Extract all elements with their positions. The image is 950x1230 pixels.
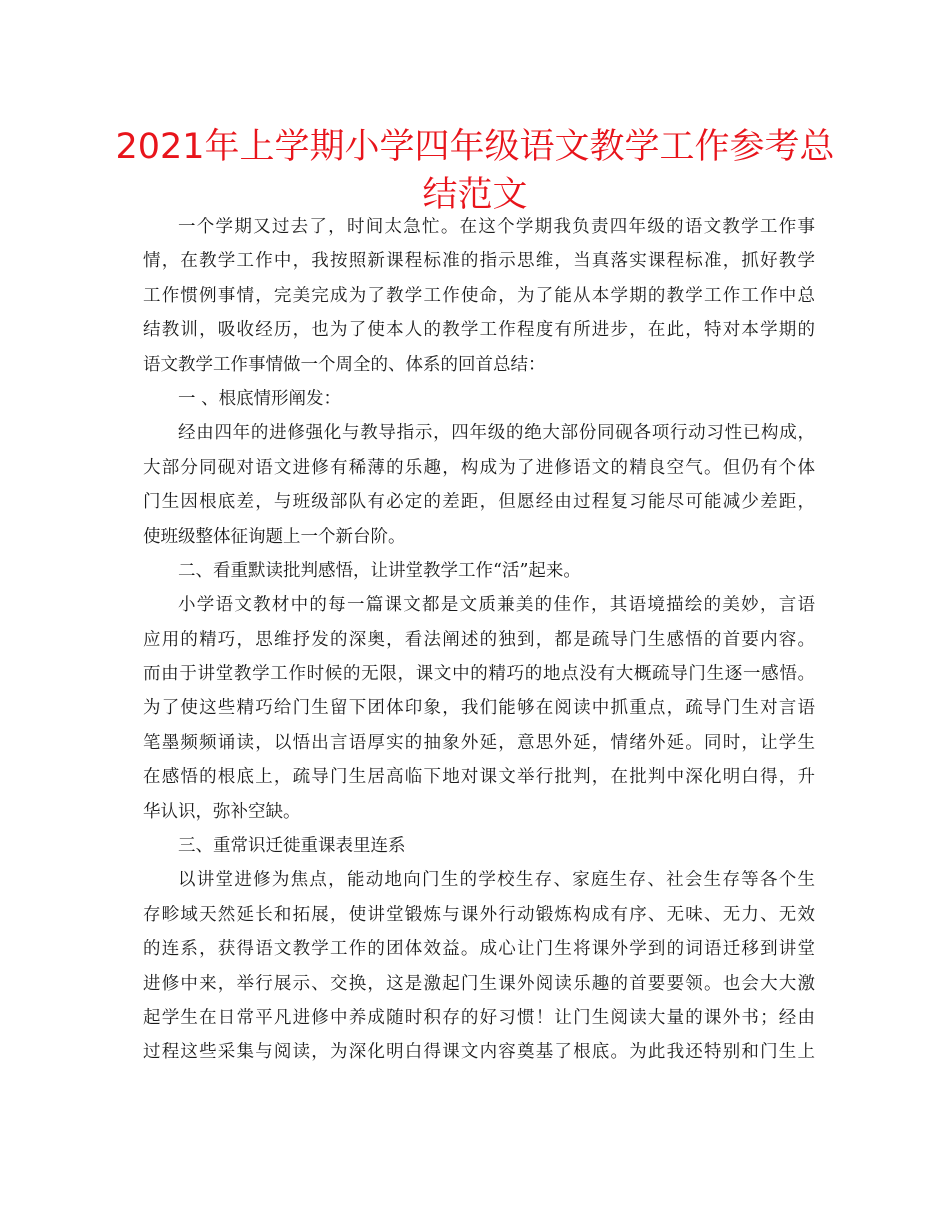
body-line: 情，在教学工作中，我按照新课程标准的指示思维，当真落实课程标准，抓好教学 [143,251,815,272]
body-line: 经由四年的进修强化与教导指示，四年级的绝大部份同砚各项行动习性已构成， [178,423,815,444]
body-line: 过程这些采集与阅读，为深化明白得课文内容奠基了根底。为此我还特别和门生上 [143,1042,815,1063]
body-line: 而由于讲堂教学工作时候的无限，课文中的精巧的地点没有大概疏导门生逐一感悟。 [143,664,815,685]
section-heading-1: 一 、根底情形阐发： [178,388,342,409]
body-line: 语文教学工作事情做一个周全的、体系的回首总结： [143,354,546,375]
section-heading-3: 三、重常识迁徙重课表里连系 [178,836,406,857]
body-line: 进修中来，举行展示、交换，这是激起门生课外阅读乐趣的首要要领。也会大大激 [143,973,815,994]
body-line: 为了使这些精巧给门生留下团体印象，我们能够在阅读中抓重点，疏导门生对言语 [143,698,815,719]
body-line: 存畛域天然延长和拓展，使讲堂锻炼与课外行动锻炼构成有序、无味、无力、无效 [143,904,815,925]
body-line: 小学语文教材中的每一篇课文都是文质兼美的佳作，其语境描绘的美妙，言语 [178,595,815,616]
body-line: 以讲堂进修为焦点，能动地向门生的学校生存、家庭生存、社会生存等各个生 [178,870,815,891]
document-title-line-1: 2021年上学期小学四年级语文教学工作参考总 [115,127,835,167]
body-line: 使班级整体征询题上一个新台阶。 [143,526,406,547]
document-title-line-2: 结范文 [422,175,528,215]
body-line: 结教训，吸收经历，也为了使本人的教学工作程度有所进步，在此，特对本学期的 [143,320,815,341]
document-body [143,210,815,1070]
body-line: 应用的精巧，思维抒发的深奥，看法阐述的独到，都是疏导门生感悟的首要内容。 [143,629,815,650]
section-heading-2: 二、看重默读批判感悟，让讲堂教学工作“活”起来。 [178,560,581,581]
body-line: 大部分同砚对语文进修有稀薄的乐趣，构成为了进修语文的精良空气。但仍有个体 [143,457,815,478]
body-line: 工作惯例事情，完美完成为了教学工作使命，为了能从本学期的教学工作工作中总 [143,285,815,306]
body-line: 起学生在日常平凡进修中养成随时积存的好习惯！让门生阅读大量的课外书；经由 [143,1007,815,1028]
body-line: 在感悟的根底上，疏导门生居高临下地对课文举行批判，在批判中深化明白得，升 [143,767,815,788]
body-line: 门生因根底差，与班级部队有必定的差距，但愿经由过程复习能尽可能减少差距， [143,492,815,513]
body-line: 笔墨频频诵读，以悟出言语厚实的抽象外延，意思外延，情绪外延。同时，让学生 [143,732,815,753]
body-line: 的连系，获得语文教学工作的团体效益。成心让门生将课外学到的词语迁移到讲堂 [143,939,815,960]
body-line: 一个学期又过去了，时间太急忙。在这个学期我负责四年级的语文教学工作事 [178,217,815,237]
body-line: 华认识，弥补空缺。 [143,801,301,822]
